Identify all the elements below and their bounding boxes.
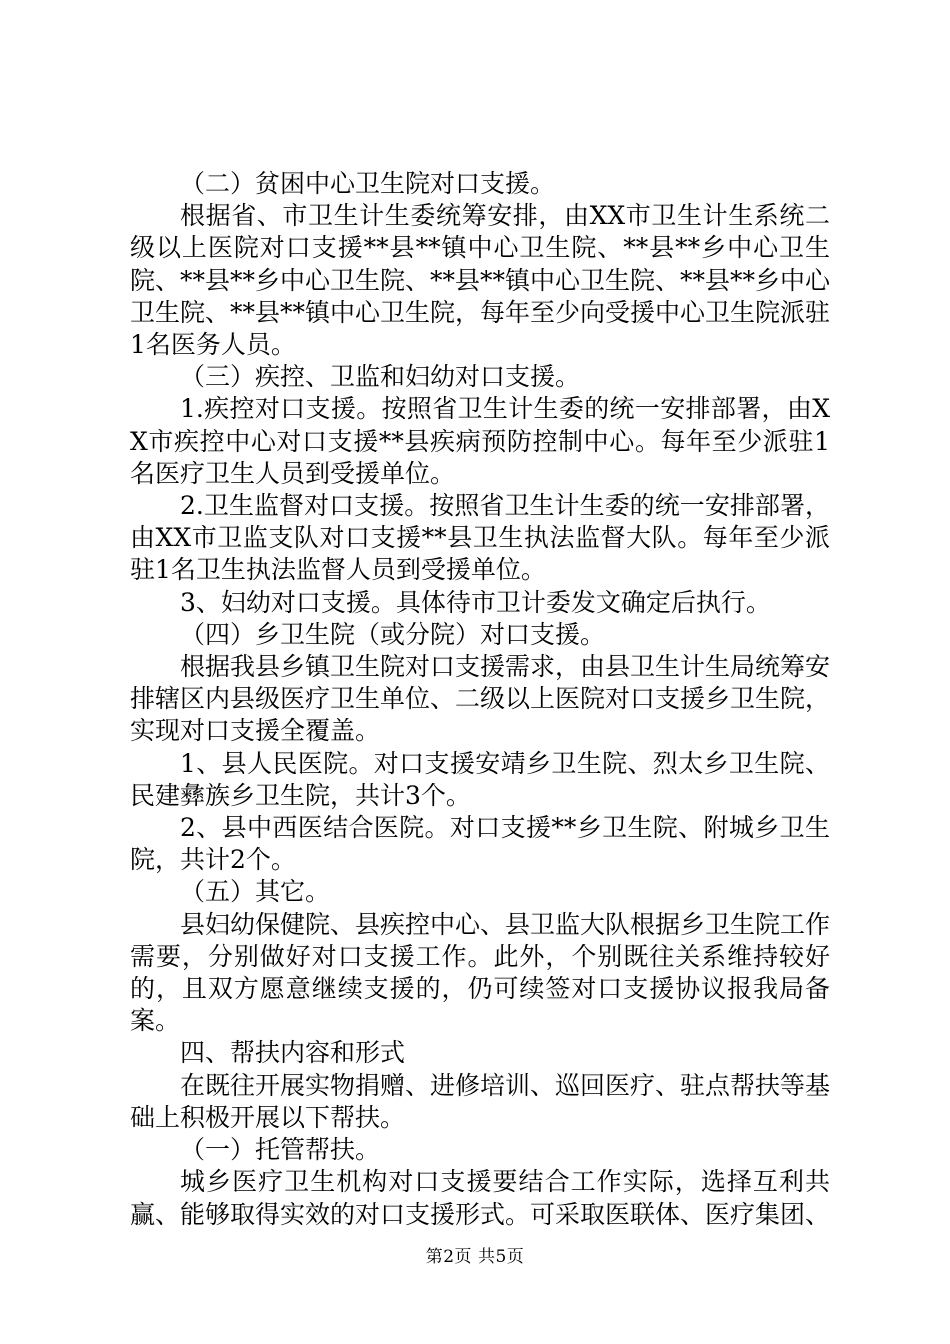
paragraph-people-hospital: 1、县人民医院。对口支援安靖乡卫生院、烈太乡卫生院、民建彝族乡卫生院，共计3个。 [130,748,830,810]
section-heading-assistance-content: 四、帮扶内容和形式 [180,1038,406,1068]
paragraph-maternal-support: 3、妇幼对口支援。具体待市卫计委发文确定后执行。 [180,587,771,617]
section-heading-custody-assistance: （一）托管帮扶。 [180,1135,381,1165]
paragraph-custody-assistance: 城乡医疗卫生机构对口支援要结合工作实际，选择互利共赢、能够取得实效的对口支援形式。可采取医联体、医疗集团、 [130,1167,831,1229]
paragraph-cdc-support: 1.疾控对口支援。按照省卫生计生委的统一安排部署，由XX市疾控中心对口支援**县疾病预防控制中心。每年至少派驻1名医疗卫生人员到受援单位。 [130,394,830,488]
page-footer: 第2页 共5页 [425,1247,525,1267]
section-heading-township-hospital-support: （四）乡卫生院（或分院）对口支援。 [180,619,606,649]
section-heading-cdc-supervision-maternal: （三）疾控、卫监和妇幼对口支援。 [180,362,581,392]
paragraph-township-arrangement: 根据我县乡镇卫生院对口支援需求，由县卫生计生局统筹安排辖区内县级医疗卫生单位、二级以上医院对口支援乡卫生院，实现对口支援全覆盖。 [130,652,831,746]
paragraph-others: 县妇幼保健院、县疾控中心、县卫监大队根据乡卫生院工作需要，分别做好对口支援工作。此外，个别既往关系维持较好的，且双方愿意继续支援的，仍可续签对口支援协议报我局备案。 [130,909,831,1036]
paragraph-integrated-medicine-hospital: 2、县中西医结合医院。对口支援**乡卫生院、附城乡卫生院，共计2个。 [130,813,830,875]
section-heading-poverty-center-support: （二）贫困中心卫生院对口支援。 [180,169,556,198]
section-heading-others: （五）其它。 [180,877,331,907]
paragraph-assistance-basis: 在既往开展实物捐赠、进修培训、巡回医疗、驻点帮扶等基础上积极开展以下帮扶。 [130,1070,831,1132]
paragraph-health-supervision-support: 2.卫生监督对口支援。按照省卫生计生委的统一安排部署，由XX市卫监支队对口支援**县卫生执法监督大队。每年至少派驻1名卫生执法监督人员到受援单位。 [130,491,830,585]
document-body [130,168,830,1231]
paragraph-poverty-center-arrangement: 根据省、市卫生计生委统筹安排，由XX市卫生计生系统二级以上医院对口支援**县**镇中心卫生院、**县**乡中心卫生院、**县**乡中心卫生院、**县**镇中心卫生院、**县**乡中心卫生院、**县**镇中心卫生院，每年至少向受援中心卫生院派驻1名医务人员。 [130,201,831,360]
